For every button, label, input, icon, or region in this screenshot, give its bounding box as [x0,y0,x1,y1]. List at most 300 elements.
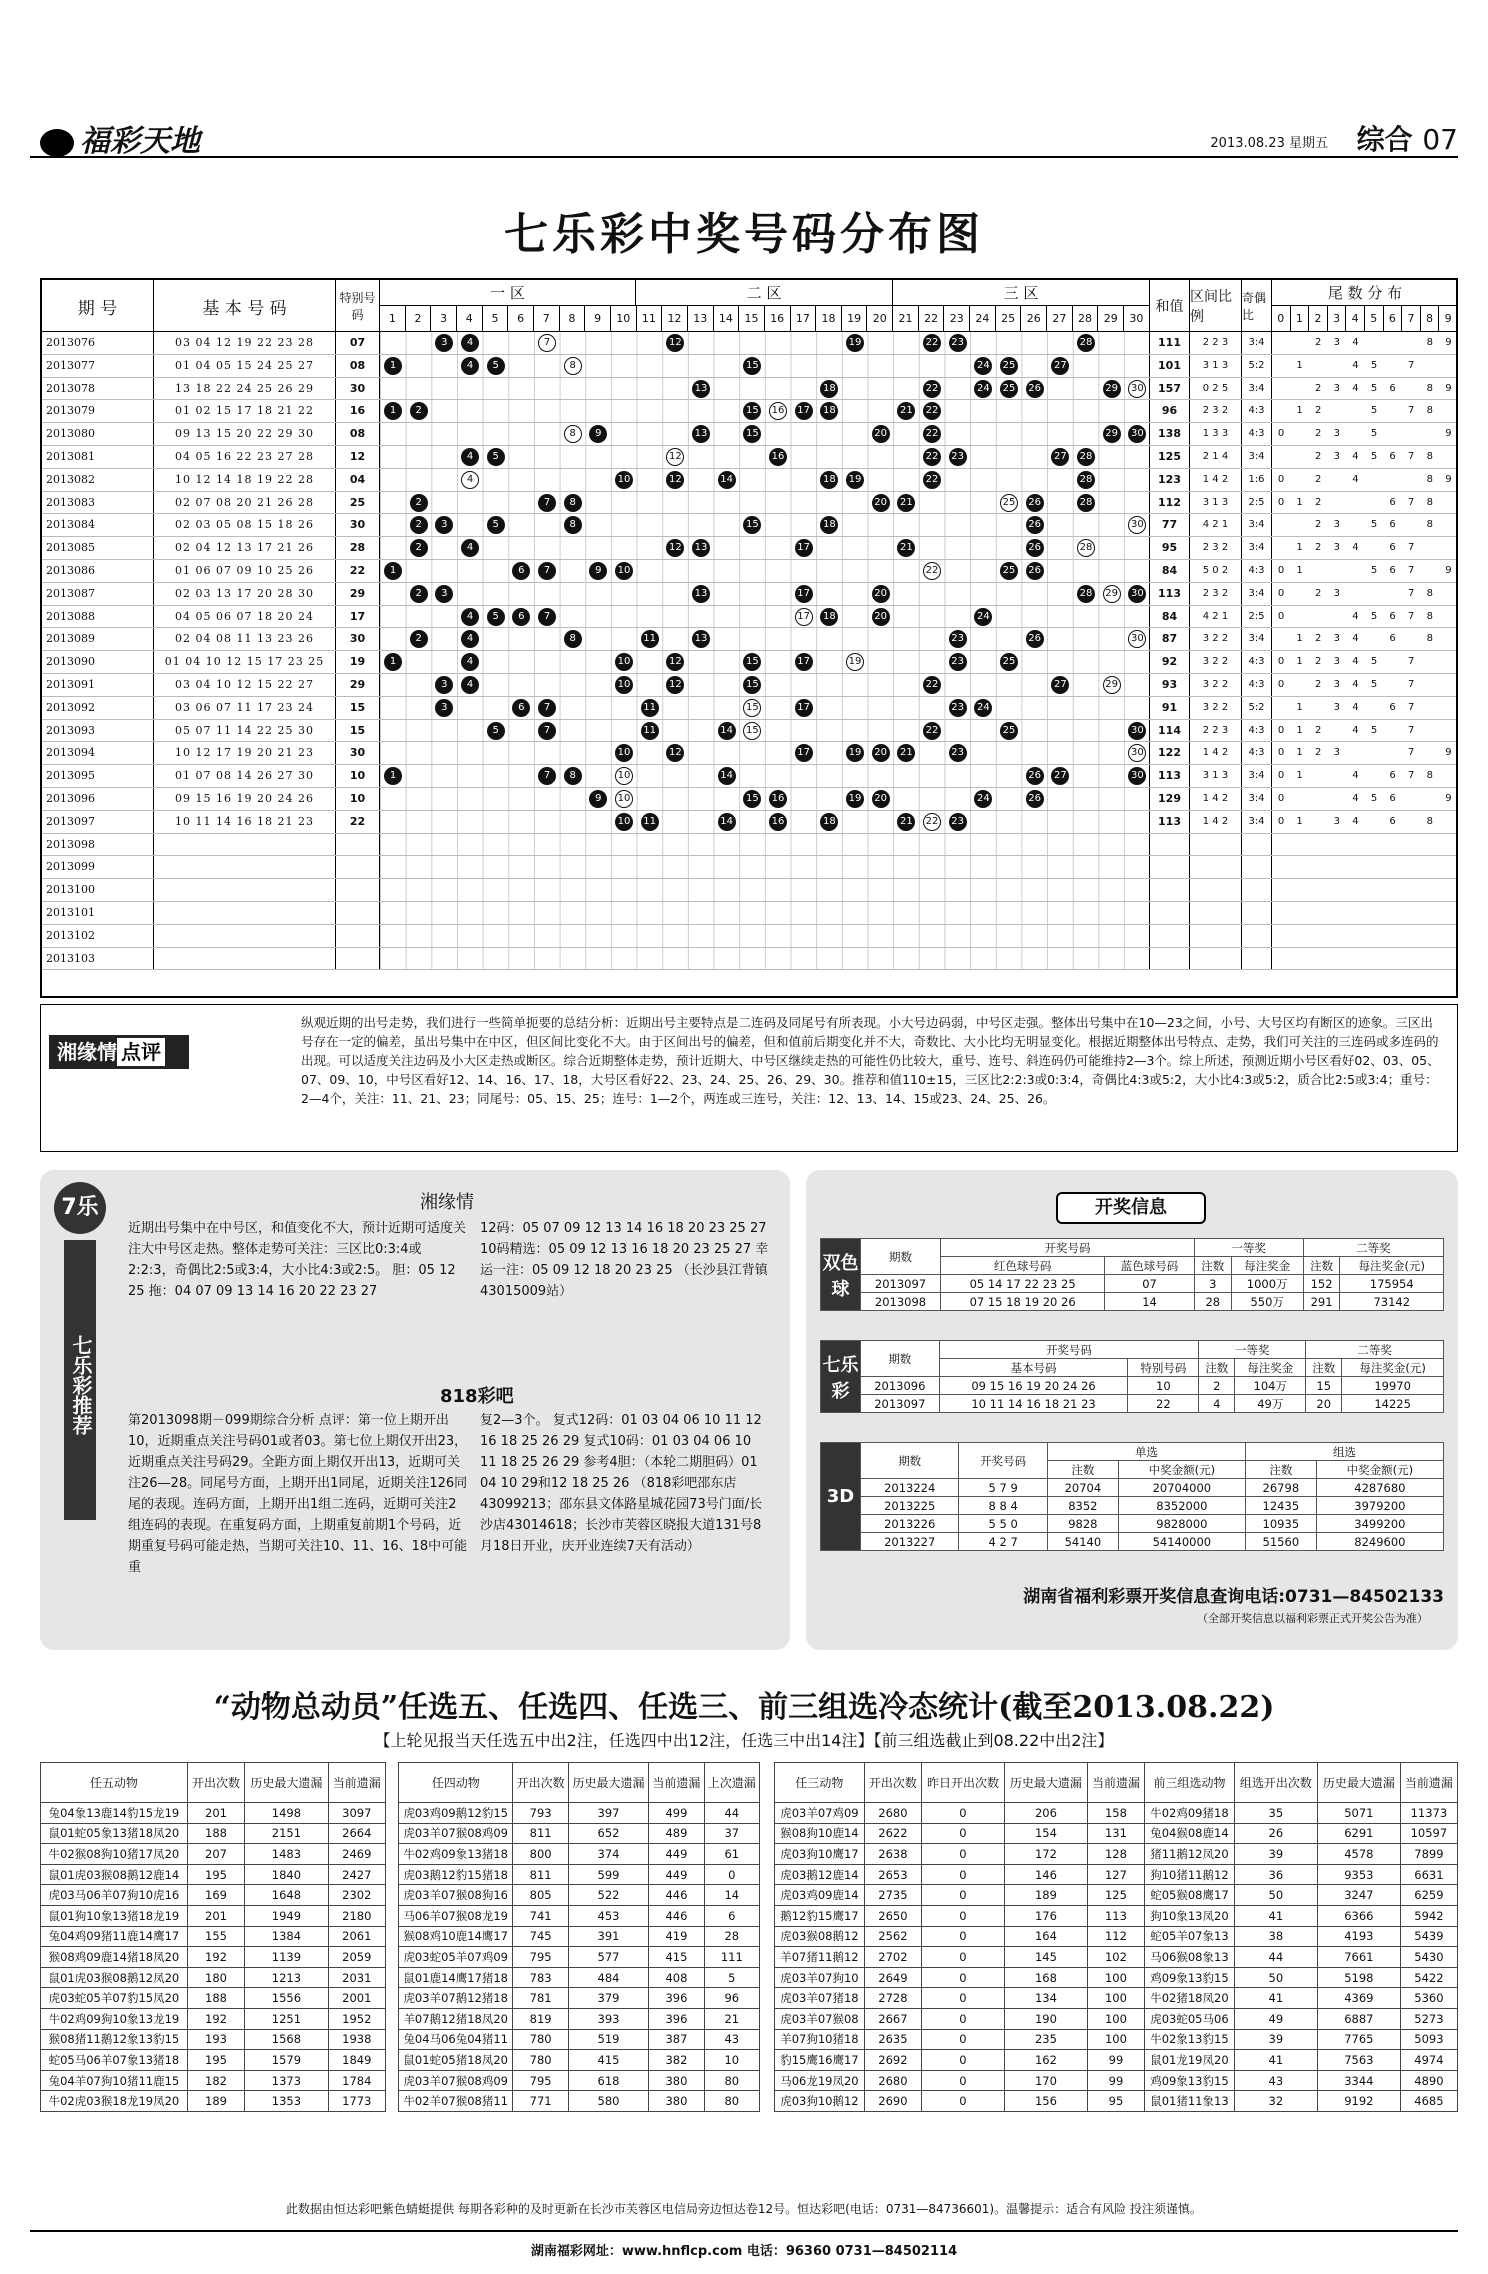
number-ball: 2 [410,494,428,512]
tail-digit: 8 [1426,587,1433,599]
stat-row [399,1947,760,1968]
draw-tail [1272,355,1456,377]
draw-numbers: 10 12 17 19 20 21 23 [154,742,336,764]
draw-numbers: 04 05 16 22 23 27 28 [154,446,336,468]
number-ball: 15 [743,425,761,443]
tail-digit: 8 [1426,496,1433,508]
stat-header: 开出次数 [513,1763,568,1803]
stat-row [775,1967,1458,1988]
logo [40,116,200,160]
draw-ratio: 3 2 2 [1190,674,1242,696]
stat-cell: 4369 [1317,1988,1400,2009]
number-ball: 11 [641,699,659,717]
number-col-header: 14 [714,306,740,332]
draw-row [42,378,1456,401]
draw-issue: 2013085 [42,537,154,559]
col-header: 组选 [1245,1443,1443,1461]
number-ball: 16 [769,790,787,808]
stat-cell: 408 [649,1967,704,1988]
number-col-header: 21 [893,306,919,332]
number-ball: 15 [743,653,761,671]
stat-cell: 396 [649,1988,704,2009]
info-cell: 12435 [1245,1497,1316,1515]
info-cell: 2013227 [861,1533,959,1551]
draw-grid [380,492,1150,514]
tail-digit: 3 [1333,701,1340,713]
stat-table-ren4 [398,1762,760,2112]
tail-col-header: 4 [1346,306,1365,332]
header-sum: 和值 [1150,280,1190,332]
draw-row [42,925,1456,948]
draw-numbers: 02 03 05 08 15 18 26 [154,514,336,536]
col-header: 期数 [861,1341,940,1377]
tail-digit: 1 [1296,633,1303,645]
stat-cell: 96 [704,1988,759,2009]
tail-digit: 8 [1426,770,1433,782]
draw-oe [1242,879,1272,901]
stat-row [399,1967,760,1988]
sub-header: 注数 [1245,1461,1316,1479]
sub-header: 注数 [1047,1461,1118,1479]
tail-digit: 0 [1277,747,1285,759]
tail-digit: 8 [1426,815,1433,827]
sub-header: 每注奖金(元) [1340,1257,1444,1275]
stat-cell: 4685 [1400,2091,1457,2112]
sub-header: 每注奖金(元) [1342,1359,1444,1377]
draw-row [42,697,1456,720]
draw-tail [1272,583,1456,605]
stat-cell: 牛02鸡09猪18 [1145,1803,1235,1824]
number-ball: 23 [949,744,967,762]
stat-cell: 2653 [864,1864,921,1885]
tail-digit: 2 [1315,542,1322,554]
number-ball: 4 [461,676,479,694]
number-ball: 21 [897,402,915,420]
number-ball: 15 [743,790,761,808]
tail-digit: 8 [1426,405,1433,417]
draw-issue: 2013088 [42,606,154,628]
info-row [821,1275,1444,1293]
stat-cell: 1579 [245,2050,328,2071]
stat-cell: 41 [1234,1988,1317,2009]
stat-cell: 1384 [245,1926,328,1947]
draw-issue: 2013093 [42,720,154,742]
info-cell: 104万 [1235,1377,1306,1395]
draw-special [336,925,380,947]
stat-cell: 99 [1087,2050,1144,2071]
stat-row [41,1864,386,1885]
info-cell: 2013097 [861,1275,941,1293]
stat-cell: 虎03狗10鹅12 [775,2091,865,2112]
stat-cell: 1949 [245,1905,328,1926]
draw-grid [380,469,1150,491]
stat-cell: 43 [704,2029,759,2050]
number-ball: 3 [435,676,453,694]
info-cell: 2013225 [861,1497,959,1515]
draw-grid [380,697,1150,719]
number-ball: 1 [384,767,402,785]
stat-cell: 牛02虎03猴18龙19凤20 [41,2091,188,2112]
tail-digit: 0 [1277,496,1285,508]
info-row [821,1377,1444,1395]
number-ball: 23 [949,334,967,352]
draw-special: 29 [336,674,380,696]
draw-special: 22 [336,560,380,582]
draw-issue: 2013087 [42,583,154,605]
stat-cell: 鼠01龙19凤20 [1145,2050,1235,2071]
draw-row [42,537,1456,560]
tail-digit: 1 [1296,542,1303,554]
xyq-right: 12码：05 07 09 12 13 14 16 18 20 23 25 27 10码精选：05 09 12 13 16 18 20 23 25 27 幸运一注：05 09 12 18 20 23 25 （长沙县江背镇43015009站） [480,1221,769,1299]
number-ball: 20 [872,425,890,443]
number-ball: 26 [1026,562,1044,580]
stat-cell: 0 [921,1844,1004,1865]
draw-ratio: 3 1 3 [1190,765,1242,787]
draw-numbers: 09 13 15 20 22 29 30 [154,423,336,445]
draw-numbers: 01 04 10 12 15 17 23 25 [154,651,336,673]
number-ball: 20 [872,494,890,512]
stat-cell: 牛02猪18凤20 [1145,1988,1235,2009]
stat-cell: 虎03羊07猴08鸡09 [399,2070,513,2091]
draw-row [42,834,1456,857]
number-ball: 22 [923,448,941,466]
draw-row [42,446,1456,469]
number-ball: 18 [820,516,838,534]
stat-cell: 1840 [245,1864,328,1885]
draw-oe: 3:4 [1242,811,1272,833]
draw-row [42,674,1456,697]
stat-cell: 5360 [1400,1988,1457,2009]
draw-oe [1242,856,1272,878]
number-ball: 15 [743,516,761,534]
lottery-label: 七乐彩 [821,1341,861,1413]
stat-cell: 牛02鸡09象13猪18 [399,1844,513,1865]
stat-cell: 羊07狗10猪18 [775,2029,865,2050]
sub-header: 中奖金额(元) [1316,1461,1443,1479]
stat-cell: 111 [704,1947,759,1968]
draw-grid [380,446,1150,468]
number-ball: 14 [718,813,736,831]
number-ball: 22 [923,722,941,740]
logo-icon [40,129,74,157]
col-header: 开奖号码 [959,1443,1048,1479]
draw-special: 22 [336,811,380,833]
number-ball: 12 [666,334,684,352]
stat-cell: 156 [1004,2091,1087,2112]
stat-cell: 0 [921,1823,1004,1844]
stat-cell: 499 [649,1803,704,1824]
tail-digit: 5 [1370,519,1378,531]
number-ball: 7 [538,494,556,512]
draw-numbers: 02 04 12 13 17 21 26 [154,537,336,559]
tail-digit: 6 [1389,633,1396,645]
draw-special: 17 [336,606,380,628]
stat-row [775,1823,1458,1844]
draw-issue: 2013076 [42,332,154,354]
tail-header-row [1272,306,1458,332]
number-ball: 19 [846,471,864,489]
col-header: 开奖号码 [939,1341,1199,1359]
stat-cell: 10597 [1400,1823,1457,1844]
draw-issue: 2013094 [42,742,154,764]
draw-row [42,606,1456,629]
number-ball: 17 [795,653,813,671]
draw-grid [380,834,1150,856]
info-cell: 22 [1128,1395,1199,1413]
tail-digit: 2 [1315,724,1322,736]
info-cell: 15 [1306,1377,1342,1395]
stat-cell: 虎03蛇05羊07鸡09 [399,1947,513,1968]
stat-cell: 虎03猴08鹅12 [775,1926,865,1947]
number-col-header: 4 [457,306,483,332]
draw-special: 04 [336,469,380,491]
stat-header: 前三组选动物 [1145,1763,1235,1803]
number-ball: 27 [1051,676,1069,694]
draw-numbers: 04 05 06 07 18 20 24 [154,606,336,628]
stat-cell: 484 [568,1967,648,1988]
stat-cell: 5198 [1317,1967,1400,1988]
info-cell: 09 15 16 19 20 24 26 [939,1377,1128,1395]
draw-issue: 2013080 [42,423,154,445]
number-ball: 28 [1077,471,1095,489]
stat-cell: 2001 [328,1988,385,2009]
sub-header: 注数 [1306,1359,1342,1377]
tail-digit: 9 [1445,564,1452,576]
stat-cell: 50 [1234,1967,1317,1988]
special-ball: 17 [795,608,813,626]
d3-table [820,1442,1444,1551]
tail-digit: 3 [1333,428,1340,440]
distribution-table [40,278,1458,998]
stat-cell: 牛02猴08狗10猪17凤20 [41,1844,188,1865]
special-ball: 25 [1000,494,1018,512]
stat-cell: 1568 [245,2029,328,2050]
number-col-header: 7 [534,306,560,332]
tail-digit: 0 [1277,815,1285,827]
recommendation-box [40,1170,790,1650]
stat-row [399,1905,760,1926]
stat-cell: 379 [568,1988,648,2009]
stat-row [41,1967,386,1988]
stat-cell: 113 [1087,1905,1144,1926]
stat-cell: 446 [649,1905,704,1926]
tail-digit: 8 [1426,473,1433,485]
number-ball: 5 [487,448,505,466]
special-ball: 16 [769,402,787,420]
draw-tail [1272,537,1456,559]
number-ball: 5 [487,357,505,375]
stat-cell: 2667 [864,2008,921,2029]
draw-row [42,583,1456,606]
recommendation-side [54,1182,106,1612]
special-ball: 30 [1128,744,1146,762]
tail-digit: 2 [1315,382,1322,394]
draw-tail [1272,720,1456,742]
tail-digit: 7 [1408,747,1415,759]
stat-row [41,2050,386,2071]
number-ball: 17 [795,585,813,603]
draw-sum: 84 [1150,560,1190,582]
stat-cell: 2692 [864,2050,921,2071]
draw-oe: 4:3 [1242,742,1272,764]
draw-ratio [1190,879,1242,901]
stat-cell: 3344 [1317,2070,1400,2091]
stat-cell: 2649 [864,1967,921,1988]
tail-digit: 8 [1426,450,1433,462]
draw-special: 12 [336,446,380,468]
number-ball: 16 [769,813,787,831]
draw-tail [1272,902,1456,924]
stat-cell: 兔04鸡09猪11鹿14鹰17 [41,1926,188,1947]
draw-issue: 2013084 [42,514,154,536]
stat-row [775,1885,1458,1906]
stat-cell: 鼠01蛇05象13猪18凤20 [41,1823,188,1844]
draw-ratio [1190,902,1242,924]
stat-cell: 164 [1004,1926,1087,1947]
draw-row [42,788,1456,811]
tail-digit: 7 [1408,701,1415,713]
stat-cell: 蛇05猴08鹰17 [1145,1885,1235,1906]
draw-sum: 77 [1150,514,1190,536]
stat-cell: 10 [704,2050,759,2071]
stat-cell: 羊07猪11鹅12 [775,1947,865,1968]
tail-digit: 5 [1370,724,1378,736]
draw-issue: 2013099 [42,856,154,878]
draw-sum [1150,879,1190,901]
stat-row [775,2070,1458,2091]
stat-cell: 176 [1004,1905,1087,1926]
stat-cell: 38 [1234,1926,1317,1947]
draw-numbers [154,925,336,947]
tail-digit: 5 [1370,428,1378,440]
stat-subtitle: 【上轮见报当天任选五中出2注，任选四中出12注，任选三中出14注】【前三组选截止到08.22中出2注】 [374,1731,1114,1750]
draw-row [42,879,1456,902]
tail-digit: 9 [1445,747,1452,759]
tail-digit: 5 [1370,359,1378,371]
stat-cell: 201 [187,1905,244,1926]
tail-digit: 1 [1296,701,1303,713]
draw-sum: 157 [1150,378,1190,400]
draw-sum [1150,925,1190,947]
draw-sum: 84 [1150,606,1190,628]
draw-special: 28 [336,537,380,559]
number-ball: 11 [641,630,659,648]
info-cell: 4 2 7 [959,1533,1048,1551]
number-ball: 22 [923,402,941,420]
stat-cell: 2728 [864,1988,921,2009]
draw-grid [380,742,1150,764]
stat-cell: 1648 [245,1885,328,1906]
tail-col-header: 1 [1291,306,1310,332]
stat-header: 上次遗漏 [704,1763,759,1803]
draw-special: 08 [336,423,380,445]
stat-cell: 391 [568,1926,648,1947]
number-ball: 22 [923,334,941,352]
special-ball: 22 [923,562,941,580]
draw-grid [380,925,1150,947]
draw-ratio: 2 2 3 [1190,332,1242,354]
info-cell: 10 [1128,1377,1199,1395]
draw-grid [380,355,1150,377]
info-cell: 2013224 [861,1479,959,1497]
stat-cell: 168 [1004,1967,1087,1988]
tail-digit: 1 [1296,747,1303,759]
number-ball: 14 [718,722,736,740]
draw-special: 30 [336,742,380,764]
tail-digit: 5 [1370,678,1378,690]
stat-cell: 6366 [1317,1905,1400,1926]
number-ball: 7 [538,767,556,785]
number-ball: 29 [1103,380,1121,398]
number-col-header: 19 [842,306,868,332]
stat-cell: 2059 [328,1947,385,1968]
header-oe: 奇偶比 [1242,280,1272,332]
stat-cell: 155 [187,1926,244,1947]
stat-row [399,1988,760,2009]
xyq-left: 近期出号集中在中号区，和值变化不大，预计近期可适度关注大中号区走热。整体走势可关注：三区比0:3:4或2:2:3，奇偶比2:5或3:4，大小比4:3或2:5。 胆：05 12 25 拖：04 07 09 13 14 16 20 22 23 27 [128,1221,467,1299]
draw-grid [380,560,1150,582]
number-ball: 8 [564,630,582,648]
number-col-header: 3 [431,306,457,332]
tail-digit: 9 [1445,473,1452,485]
draw-special: 07 [336,332,380,354]
number-ball: 17 [795,699,813,717]
stat-row [775,1844,1458,1865]
draw-oe: 3:4 [1242,628,1272,650]
stat-header: 昨日开出次数 [921,1763,1004,1803]
draw-numbers: 09 15 16 19 20 24 26 [154,788,336,810]
draw-oe [1242,834,1272,856]
stat-cell: 鼠01蛇05猪18凤20 [399,2050,513,2071]
stat-cell: 0 [921,1864,1004,1885]
tail-digit: 2 [1315,405,1322,417]
stat-cell: 虎03羊07鸡09 [775,1803,865,1824]
stat-cell: 192 [187,1947,244,1968]
info-cell: 8352000 [1118,1497,1245,1515]
number-ball: 13 [692,539,710,557]
number-col-header: 5 [483,306,509,332]
draw-grid [380,856,1150,878]
stat-row [399,2029,760,2050]
draw-oe: 3:4 [1242,514,1272,536]
number-ball: 25 [1000,562,1018,580]
stat-cell: 0 [921,1885,1004,1906]
stat-cell: 0 [921,1926,1004,1947]
special-ball: 4 [461,471,479,489]
draw-row [42,514,1456,537]
draw-oe: 4:3 [1242,674,1272,696]
tail-digit: 6 [1389,564,1396,576]
lottery-label: 3D [821,1443,861,1551]
special-ball: 8 [564,357,582,375]
tail-digit: 3 [1333,633,1340,645]
tail-digit: 4 [1352,656,1359,668]
number-ball: 28 [1077,334,1095,352]
stat-cell: 192 [187,2008,244,2029]
tail-digit: 5 [1370,382,1378,394]
number-col-header: 30 [1124,306,1150,332]
draw-special [336,856,380,878]
number-ball: 13 [692,380,710,398]
draw-grid [380,628,1150,650]
draw-tail [1272,446,1456,468]
number-ball: 6 [512,699,530,717]
stat-cell: 61 [704,1844,759,1865]
draw-grid [380,423,1150,445]
stat-cell: 380 [649,2091,704,2112]
stat-cell: 4193 [1317,1926,1400,1947]
draw-special: 10 [336,765,380,787]
